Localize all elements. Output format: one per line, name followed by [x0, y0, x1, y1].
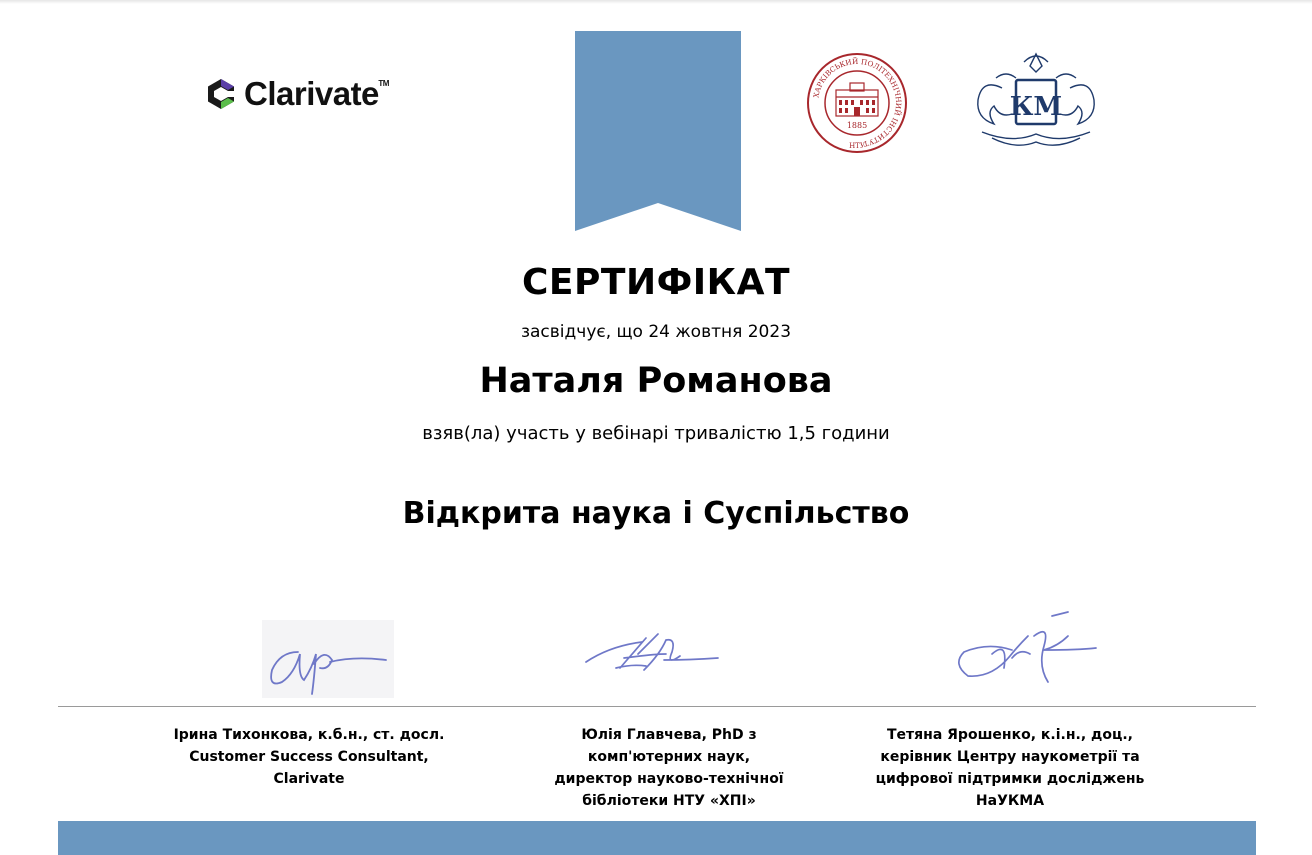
signature-hlavcheva — [580, 624, 730, 682]
signer-2-line-4: бібліотеки НТУ «ХПІ» — [582, 793, 756, 809]
signer-3-line-4: НаУКМА — [975, 793, 1045, 809]
recipient-name: Наталя Романова — [479, 361, 833, 401]
signer-3-line-1: Тетяна Ярошенко, к.і.н., доц., — [887, 727, 1133, 743]
signer-1-line-1: Ірина Тихонкова, к.б.н., ст. досл. — [173, 727, 445, 743]
bottom-color-bar — [58, 821, 1256, 855]
signature-tykhonkova — [258, 618, 398, 700]
clarivate-logo — [204, 74, 389, 114]
participation-line: взяв(ла) участь у вебінарі тривалістю 1,5 години — [422, 423, 890, 444]
signer-3-line-2: керівник Центру наукометрії та — [880, 749, 1140, 765]
clarivate-mark-icon — [204, 77, 238, 111]
signer-3-caption — [860, 724, 1160, 812]
signer-2-line-3: директор науково-технічної — [554, 771, 784, 787]
svg-text:КМ: КМ — [1009, 92, 1063, 122]
certifies-date-line: засвідчує, що 24 жовтня 2023 — [520, 322, 792, 342]
signature-divider-line — [58, 706, 1256, 707]
signature-yaroshenko — [948, 606, 1108, 690]
certificate-title: СЕРТИФІКАТ — [521, 262, 791, 303]
webinar-title: Відкрита наука і Суспільство — [402, 496, 910, 531]
signer-1-line-3: Clarivate — [273, 771, 345, 787]
page-top-edge — [0, 0, 1312, 4]
svg-text:НТУ: НТУ — [849, 142, 865, 150]
clarivate-wordmark: Clarivate TM — [244, 75, 389, 112]
signer-2-line-1: Юлія Главчева, PhD з — [581, 727, 757, 743]
khpi-seal-logo — [806, 52, 908, 154]
svg-text:1885: 1885 — [846, 121, 868, 130]
ribbon-banner — [575, 31, 741, 231]
signer-1-line-2: Customer Success Consultant, — [189, 749, 429, 765]
signer-2-caption — [519, 724, 819, 812]
signer-3-line-3: цифрової підтримки досліджень — [875, 771, 1145, 787]
svg-text:ХАРКІВСЬКИЙ ПОЛІТЕХНІЧНИЙ ІНСТ: ХАРКІВСЬКИЙ ПОЛІТЕХНІЧНИЙ ІНСТИТУТ — [811, 56, 904, 149]
signer-1-caption — [159, 724, 459, 790]
naukma-emblem-logo — [972, 48, 1100, 152]
signer-2-line-2: комп'ютерних наук, — [587, 749, 751, 765]
